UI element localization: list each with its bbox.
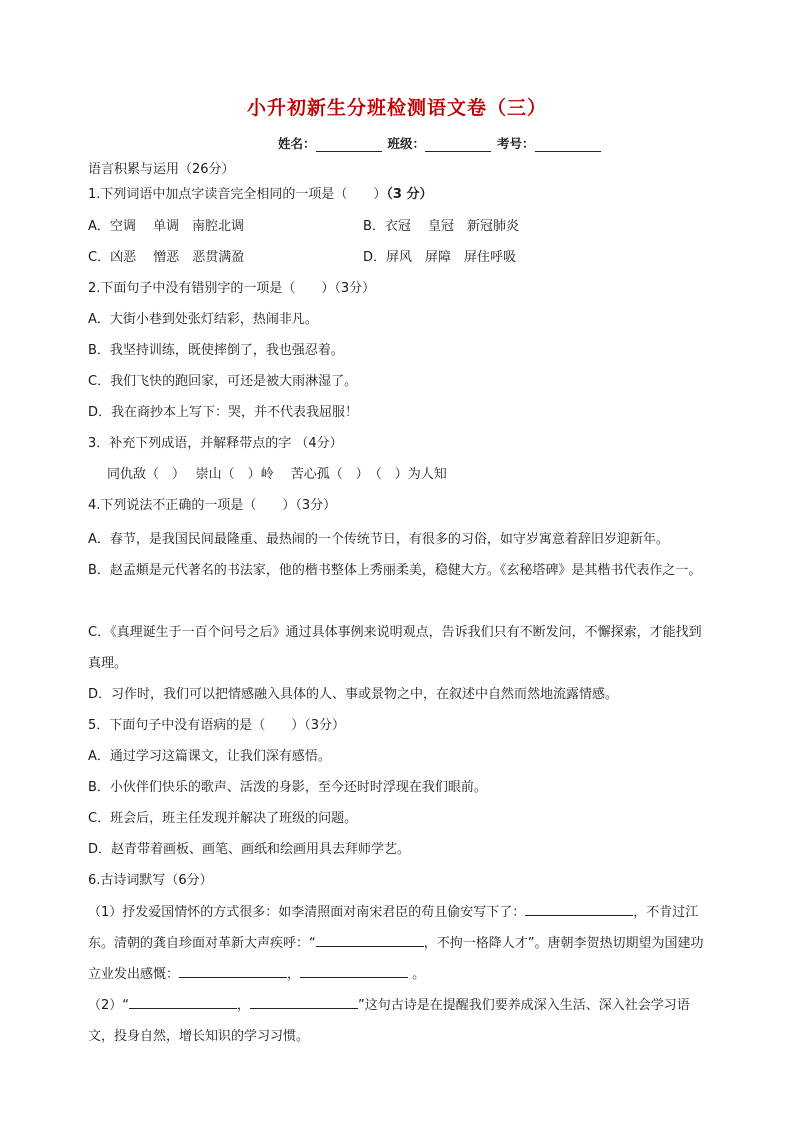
- page-title: 小升初新生分班检测语文卷（三）: [246, 97, 547, 119]
- q4-option-d: D．习作时，我们可以把情感融入具体的人、事或景物之中，在叙述中自然而然地流露情感。: [88, 687, 619, 702]
- q5-option-b: B．小伙伴们快乐的歌声、活泼的身影，至今还时时浮现在我们眼前。: [88, 780, 487, 795]
- q6-stem: 6.古诗词默写（6分）: [88, 873, 213, 888]
- q6-blank-5[interactable]: [129, 993, 237, 1009]
- q6-blank-4[interactable]: [300, 962, 408, 978]
- q6-p2-text1: （2）“: [88, 998, 130, 1013]
- q2-option-a: A．大街小巷到处张灯结彩，热闹非凡。: [88, 312, 318, 327]
- q4-option-c: C．《真理诞生于一百个问号之后》通过具体事例来说明观点，告诉我们只有不断发问，不懈探索，才能找到真理。: [88, 625, 702, 671]
- student-info-row: [278, 134, 607, 152]
- q2-option-c: C．我们飞快的跑回家，可还是被大雨淋湿了。: [88, 374, 358, 389]
- name-blank[interactable]: [316, 137, 382, 152]
- q3-stem: 3．补充下列成语，并解释带点的字 （4分）: [88, 436, 343, 451]
- q5-option-c: C．班会后，班主任发现并解决了班级的问题。: [88, 811, 358, 826]
- q6-p2-text2: ，: [237, 998, 251, 1013]
- q6-p1-text2: ，不肯过江东。清朝的龚自珍面对革新大声疾呼：“: [88, 905, 699, 951]
- exam-no-label: 考号：: [497, 136, 535, 151]
- q6-p1-text1: （1）抒发爱国情怀的方式很多：如李清照面对南宋君臣的苟且偷安写下了：: [88, 905, 526, 920]
- q1-stem: 1.下列词语中加点字读音完全相同的一项是（ ）: [88, 187, 387, 202]
- q1-option-a: A．空调 单调 南腔北调: [88, 219, 245, 234]
- q4-stem: 4.下列说法不正确的一项是（ ）（3分）: [88, 498, 337, 513]
- class-blank[interactable]: [425, 137, 491, 152]
- q6-blank-3[interactable]: [179, 962, 287, 978]
- q1-option-d: D．屏风 屏障 屏住呼吸: [363, 250, 517, 265]
- q2-option-b: B．我坚持训练，既使摔倒了，我也强忍着。: [88, 343, 344, 358]
- q6-part1-paragraph: [88, 897, 710, 990]
- q6-blank-2[interactable]: [316, 931, 424, 947]
- q3-idioms: 同仇敌（ ） 崇山（ ）岭 苦心孤（ ） （ ）为人知: [107, 467, 447, 482]
- q5-option-d: D．赵青带着画板、画笔、画纸和绘画用具去拜师学艺。: [88, 842, 411, 857]
- q6-blank-6[interactable]: [250, 993, 358, 1009]
- q1-stem-row: [88, 185, 432, 205]
- q6-p2-text3: ”这句古诗是在提醒我们要养成深入生活、深入社会学习语文，投身自然，增长知识的学习习惯。: [88, 998, 690, 1044]
- q6-blank-1[interactable]: [525, 900, 633, 916]
- q6-p1-text4: ，: [287, 967, 301, 982]
- q1-option-c: C．凶恶 憎恶 恶贯满盈: [88, 250, 245, 265]
- class-label: 班级：: [387, 136, 426, 151]
- q2-stem: 2.下面句子中没有错别字的一项是（ ）（3分）: [88, 281, 376, 296]
- q1-option-b: B．衣冠 皇冠 新冠肺炎: [363, 219, 520, 234]
- q6-part2-paragraph: [88, 990, 710, 1052]
- q5-option-a: A．通过学习这篇课文，让我们深有感悟。: [88, 749, 331, 764]
- q4-option-b: B．赵孟頫是元代著名的书法家，他的楷书整体上秀丽柔美，稳健大方。《玄秘塔碑》是其楷书代表作之一。: [88, 563, 702, 578]
- section-heading: 语言积累与运用（26分）: [88, 162, 235, 177]
- q1-score: （3 分）: [386, 187, 433, 202]
- exam-no-blank[interactable]: [535, 137, 601, 152]
- q2-option-d: D．我在商抄本上写下：哭，并不代表我屈服！: [88, 405, 359, 420]
- q6-p1-text3: ，不拘一格降人才”。唐朝李贺热切期望为国建功立业发出感慨：: [88, 936, 704, 982]
- q5-stem: 5．下面句子中没有语病的是（ ）（3分）: [88, 718, 346, 733]
- q4-option-a: A．春节，是我国民间最隆重、最热闹的一个传统节日，有很多的习俗，如守岁寓意着辞旧岁迎新年。: [88, 532, 669, 547]
- q6-p1-text5: 。: [408, 967, 426, 982]
- name-label: 姓名：: [278, 136, 316, 151]
